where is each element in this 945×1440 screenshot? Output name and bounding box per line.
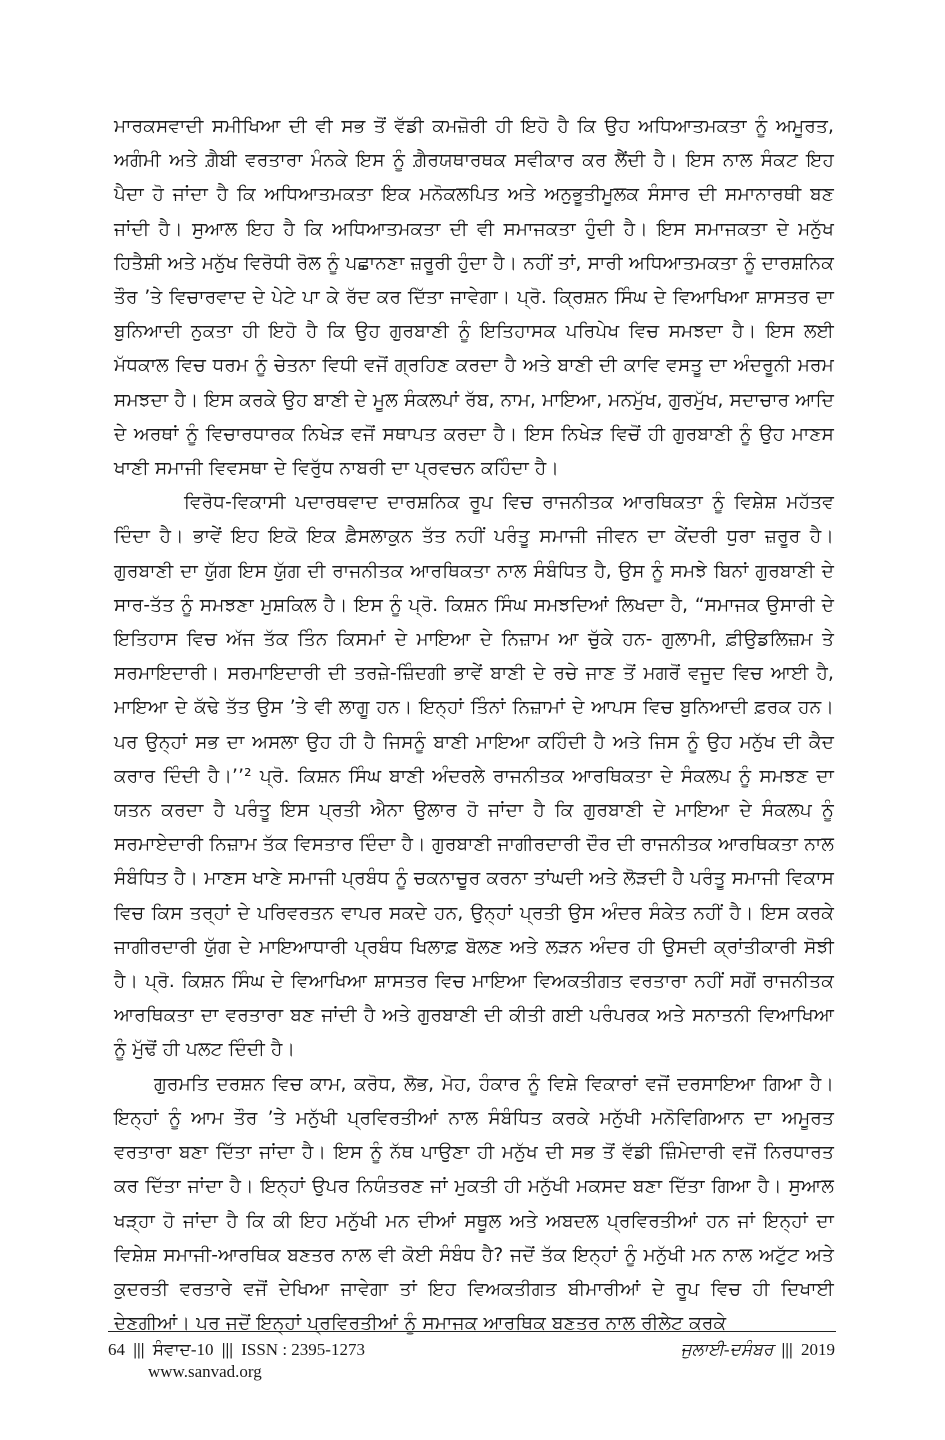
paragraph-3: ਗੁਰਮਤਿ ਦਰਸ਼ਨ ਵਿਚ ਕਾਮ, ਕਰੋਧ, ਲੋਭ, ਮੋਹ, ਹੰਕਾਰ ਨੂੰ ਵਿਸ਼ੇ ਵਿਕਾਰਾਂ ਵਜੋਂ ਦਰਸਾਇਆ ਗਿਆ ਹੈ। ਇਨ੍ਹਾਂ ਨੂੰ ਆਮ ਤੌਰ ’ਤੇ ਮਨੁੱਖੀ ਪ੍ਰਵਿਰਤੀਆਂ ਨਾਲ ਸੰਬੰਧਿਤ ਕਰਕੇ ਮਨੁੱਖੀ ਮਨੋਵਿਗਿਆਨ ਦਾ ਅਮੂਰਤ ਵਰਤਾਰਾ ਬਣਾ ਦਿੱਤਾ ਜਾਂਦਾ ਹੈ। ਇਸ ਨੂੰ ਨੱਥ ਪਾਉਣਾ ਹੀ ਮਨੁੱਖ ਦੀ ਸਭ ਤੋਂ ਵੱਡੀ ਜ਼ਿੰਮੇਦਾਰੀ ਵਜੋਂ ਨਿਰਧਾਰਤ ਕਰ ਦਿੱਤਾ ਜਾਂਦਾ ਹੈ। ਇਨ੍ਹਾਂ ਉਪਰ ਨਿਯੰਤਰਣ ਜਾਂ ਮੁਕਤੀ ਹੀ ਮਨੁੱਖੀ ਮਕਸਦ ਬਣਾ ਦਿੱਤਾ ਗਿਆ ਹੈ। ਸੁਆਲ ਖੜ੍ਹਾ ਹੋ ਜਾਂਦਾ ਹੈ ਕਿ ਕੀ ਇਹ ਮਨੁੱਖੀ ਮਨ ਦੀਆਂ ਸਥੂਲ ਅਤੇ ਅਬਦਲ ਪ੍ਰਵਿਰਤੀਆਂ ਹਨ ਜਾਂ ਇਨ੍ਹਾਂ ਦਾ ਵਿਸ਼ੇਸ਼ ਸਮਾਜੀ-ਆਰਥਿਕ ਬਣਤਰ ਨਾਲ ਵੀ ਕੋਈ ਸੰਬੰਧ ਹੈ? ਜਦੋਂ ਤੱਕ ਇਨ੍ਹਾਂ ਨੂੰ ਮਨੁੱਖੀ ਮਨ ਨਾਲ ਅਟੁੱਟ ਅਤੇ ਕੁਦਰਤੀ ਵਰਤਾਰੇ ਵਜੋਂ ਦੇਖਿਆ ਜਾਵੇਗਾ ਤਾਂ ਇਹ ਵਿਅਕਤੀਗਤ ਬੀਮਾਰੀਆਂ ਦੇ ਰੂਪ ਵਿਚ ਹੀ ਦਿਖਾਈ ਦੇਣਗੀਆਂ। ਪਰ ਜਦੋਂ ਇਨ੍ਹਾਂ ਪ੍ਰਵਿਰਤੀਆਂ ਨੂੰ ਸਮਾਜਕ ਆਰਥਿਕ ਬਣਤਰ ਨਾਲ ਰੀਲੇਟ ਕਰਕੇ bbox=[114, 1073, 834, 1335]
footer-left bbox=[108, 1340, 365, 1360]
footer-divider bbox=[108, 1331, 836, 1332]
page-number: 64 bbox=[108, 1340, 125, 1359]
footer-right bbox=[681, 1340, 835, 1360]
issue-year: 2019 bbox=[801, 1340, 835, 1359]
footer-separator: ||| bbox=[133, 1340, 145, 1359]
journal-name: ਸੰਵਾਦ-10 bbox=[152, 1340, 214, 1359]
paragraph-1: ਮਾਰਕਸਵਾਦੀ ਸਮੀਖਿਆ ਦੀ ਵੀ ਸਭ ਤੋਂ ਵੱਡੀ ਕਮਜ਼ੋਰੀ ਹੀ ਇਹੋ ਹੈ ਕਿ ਉਹ ਅਧਿਆਤਮਕਤਾ ਨੂੰ ਅਮੂਰਤ, ਅਗੰਮੀ ਅਤੇ ਗ਼ੈਬੀ ਵਰਤਾਰਾ ਮੰਨਕੇ ਇਸ ਨੂੰ ਗ਼ੈਰਯਥਾਰਥਕ ਸਵੀਕਾਰ ਕਰ ਲੈਂਦੀ ਹੈ। ਇਸ ਨਾਲ ਸੰਕਟ ਇਹ ਪੈਦਾ ਹੋ ਜਾਂਦਾ ਹੈ ਕਿ ਅਧਿਆਤਮਕਤਾ ਇਕ ਮਨੋਕਲਪਿਤ ਅਤੇ ਅਨੁਭੂਤੀਮੂਲਕ ਸੰਸਾਰ ਦੀ ਸਮਾਨਾਰਥੀ ਬਣ ਜਾਂਦੀ ਹੈ। ਸੁਆਲ ਇਹ ਹੈ ਕਿ ਅਧਿਆਤਮਕਤਾ ਦੀ ਵੀ ਸਮਾਜਕਤਾ ਹੁੰਦੀ ਹੈ। ਇਸ ਸਮਾਜਕਤਾ ਦੇ ਮਨੁੱਖ ਹਿਤੈਸ਼ੀ ਅਤੇ ਮਨੁੱਖ ਵਿਰੋਧੀ ਰੋਲ ਨੂੰ ਪਛਾਨਣਾ ਜ਼ਰੂਰੀ ਹੁੰਦਾ ਹੈ। ਨਹੀਂ ਤਾਂ, ਸਾਰੀ ਅਧਿਆਤਮਕਤਾ ਨੂੰ ਦਾਰਸ਼ਨਿਕ ਤੌਰ ’ਤੇ ਵਿਚਾਰਵਾਦ ਦੇ ਪੇਟੇ ਪਾ ਕੇ ਰੱਦ ਕਰ ਦਿੱਤਾ ਜਾਵੇਗਾ। ਪ੍ਰੋ. ਕ੍ਰਿਸ਼ਨ ਸਿੰਘ ਦੇ ਵਿਆਖਿਆ ਸ਼ਾਸਤਰ ਦਾ ਬੁਨਿਆਦੀ ਨੁਕਤਾ ਹੀ ਇਹੋ ਹੈ ਕਿ ਉਹ ਗੁਰਬਾਣੀ ਨੂੰ ਇਤਿਹਾਸਕ ਪਰਿਪੇਖ ਵਿਚ ਸਮਝਦਾ ਹੈ। ਇਸ ਲਈ ਮੱਧਕਾਲ ਵਿਚ ਧਰਮ ਨੂੰ ਚੇਤਨਾ ਵਿਧੀ ਵਜੋਂ ਗ੍ਰਹਿਣ ਕਰਦਾ ਹੈ ਅਤੇ ਬਾਣੀ ਦੀ ਕਾਵਿ ਵਸਤੂ ਦਾ ਅੰਦਰੂਨੀ ਮਰਮ ਸਮਝਦਾ ਹੈ। ਇਸ ਕਰਕੇ ਉਹ ਬਾਣੀ ਦੇ ਮੂਲ ਸੰਕਲਪਾਂ ਰੱਬ, ਨਾਮ, ਮਾਇਆ, ਮਨਮੁੱਖ, ਗੁਰਮੁੱਖ, ਸਦਾਚਾਰ ਆਦਿ ਦੇ ਅਰਥਾਂ ਨੂੰ ਵਿਚਾਰਧਾਰਕ ਨਿਖੇੜ ਵਜੋਂ ਸਥਾਪਤ ਕਰਦਾ ਹੈ। ਇਸ ਨਿਖੇੜ ਵਿਚੋਂ ਹੀ ਗੁਰਬਾਣੀ ਨੂੰ ਉਹ ਮਾਣਸ ਖਾਣੀ ਸਮਾਜੀ ਵਿਵਸਥਾ ਦੇ ਵਿਰੁੱਧ ਨਾਬਰੀ ਦਾ ਪ੍ਰਵਚਨ ਕਹਿੰਦਾ ਹੈ। bbox=[114, 116, 834, 480]
article-body bbox=[114, 110, 834, 1341]
website-link[interactable]: www.sanvad.org bbox=[148, 1362, 262, 1381]
issn: ISSN : 2395-1273 bbox=[241, 1340, 365, 1359]
paragraph-2: ਵਿਰੋਧ-ਵਿਕਾਸੀ ਪਦਾਰਥਵਾਦ ਦਾਰਸ਼ਨਿਕ ਰੂਪ ਵਿਚ ਰਾਜਨੀਤਕ ਆਰਥਿਕਤਾ ਨੂੰ ਵਿਸ਼ੇਸ਼ ਮਹੱਤਵ ਦਿੰਦਾ ਹੈ। ਭਾਵੇਂ ਇਹ ਇਕੋ ਇਕ ਫ਼ੈਸਲਾਕੁਨ ਤੱਤ ਨਹੀਂ ਪਰੰਤੂ ਸਮਾਜੀ ਜੀਵਨ ਦਾ ਕੇਂਦਰੀ ਧੁਰਾ ਜ਼ਰੂਰ ਹੈ। ਗੁਰਬਾਣੀ ਦਾ ਯੁੱਗ ਇਸ ਯੁੱਗ ਦੀ ਰਾਜਨੀਤਕ ਆਰਥਿਕਤਾ ਨਾਲ ਸੰਬੰਧਿਤ ਹੈ, ਉਸ ਨੂੰ ਸਮਝੇ ਬਿਨਾਂ ਗੁਰਬਾਣੀ ਦੇ ਸਾਰ-ਤੱਤ ਨੂੰ ਸਮਝਣਾ ਮੁਸ਼ਕਿਲ ਹੈ। ਇਸ ਨੂੰ ਪ੍ਰੋ. ਕਿਸ਼ਨ ਸਿੰਘ ਸਮਝਦਿਆਂ ਲਿਖਦਾ ਹੈ, “ਸਮਾਜਕ ਉਸਾਰੀ ਦੇ ਇਤਿਹਾਸ ਵਿਚ ਅੱਜ ਤੱਕ ਤਿੰਨ ਕਿਸਮਾਂ ਦੇ ਮਾਇਆ ਦੇ ਨਿਜ਼ਾਮ ਆ ਚੁੱਕੇ ਹਨ- ਗੁਲਾਮੀ, ਫ਼ੀਉਡਲਿਜ਼ਮ ਤੇ ਸਰਮਾਇਦਾਰੀ। ਸਰਮਾਇਦਾਰੀ ਦੀ ਤਰਜ਼ੇ-ਜ਼ਿੰਦਗੀ ਭਾਵੇਂ ਬਾਣੀ ਦੇ ਰਚੇ ਜਾਣ ਤੋਂ ਮਗਰੋਂ ਵਜੂਦ ਵਿਚ ਆਈ ਹੈ, ਮਾਇਆ ਦੇ ਕੱਢੇ ਤੱਤ ਉਸ ’ਤੇ ਵੀ ਲਾਗੂ ਹਨ। ਇਨ੍ਹਾਂ ਤਿੰਨਾਂ ਨਿਜ਼ਾਮਾਂ ਦੇ ਆਪਸ ਵਿਚ ਬੁਨਿਆਦੀ ਫ਼ਰਕ ਹਨ। ਪਰ ਉਨ੍ਹਾਂ ਸਭ ਦਾ ਅਸਲਾ ਉਹ ਹੀ ਹੈ ਜਿਸਨੂੰ ਬਾਣੀ ਮਾਇਆ ਕਹਿੰਦੀ ਹੈ ਅਤੇ ਜਿਸ ਨੂੰ ਉਹ ਮਨੁੱਖ ਦੀ ਕੈਦ ਕਰਾਰ ਦਿੰਦੀ ਹੈ।’’² ਪ੍ਰੋ. ਕਿਸ਼ਨ ਸਿੰਘ ਬਾਣੀ ਅੰਦਰਲੇ ਰਾਜਨੀਤਕ ਆਰਥਿਕਤਾ ਦੇ ਸੰਕਲਪ ਨੂੰ ਸਮਝਣ ਦਾ ਯਤਨ ਕਰਦਾ ਹੈ ਪਰੰਤੂ ਇਸ ਪ੍ਰਤੀ ਐਨਾ ਉਲਾਰ ਹੋ ਜਾਂਦਾ ਹੈ ਕਿ ਗੁਰਬਾਣੀ ਦੇ ਮਾਇਆ ਦੇ ਸੰਕਲਪ ਨੂੰ ਸਰਮਾਏਦਾਰੀ ਨਿਜ਼ਾਮ ਤੱਕ ਵਿਸਤਾਰ ਦਿੰਦਾ ਹੈ। ਗੁਰਬਾਣੀ ਜਾਗੀਰਦਾਰੀ ਦੌਰ ਦੀ ਰਾਜਨੀਤਕ ਆਰਥਿਕਤਾ ਨਾਲ ਸੰਬੰਧਿਤ ਹੈ। ਮਾਣਸ ਖਾਣੇ ਸਮਾਜੀ ਪ੍ਰਬੰਧ ਨੂੰ ਚਕਨਾਚੂਰ ਕਰਨਾ ਤਾਂਘਦੀ ਅਤੇ ਲੋੜਦੀ ਹੈ ਪਰੰਤੂ ਸਮਾਜੀ ਵਿਕਾਸ ਵਿਚ ਕਿਸ ਤਰ੍ਹਾਂ ਦੇ ਪਰਿਵਰਤਨ ਵਾਪਰ ਸਕਦੇ ਹਨ, ਉਨ੍ਹਾਂ ਪ੍ਰਤੀ ਉਸ ਅੰਦਰ ਸੰਕੇਤ ਨਹੀਂ ਹੈ। ਇਸ ਕਰਕੇ ਜਾਗੀਰਦਾਰੀ ਯੁੱਗ ਦੇ ਮਾਇਆਧਾਰੀ ਪ੍ਰਬੰਧ ਖਿਲਾਫ਼ ਬੋਲਣ ਅਤੇ ਲੜਨ ਅੰਦਰ ਹੀ ਉਸਦੀ ਕ੍ਰਾਂਤੀਕਾਰੀ ਸੋਝੀ ਹੈ। ਪ੍ਰੋ. ਕਿਸ਼ਨ ਸਿੰਘ ਦੇ ਵਿਆਖਿਆ ਸ਼ਾਸਤਰ ਵਿਚ ਮਾਇਆ ਵਿਅਕਤੀਗਤ ਵਰਤਾਰਾ ਨਹੀਂ ਸਗੋਂ ਰਾਜਨੀਤਕ ਆਰਥਿਕਤਾ ਦਾ ਵਰਤਾਰਾ ਬਣ ਜਾਂਦੀ ਹੈ ਅਤੇ ਗੁਰਬਾਣੀ ਦੀ ਕੀਤੀ ਗਈ ਪਰੰਪਰਕ ਅਤੇ ਸਨਾਤਨੀ ਵਿਆਖਿਆ ਨੂੰ ਮੁੱਢੋਂ ਹੀ ਪਲਟ ਦਿੰਦੀ ਹੈ। bbox=[114, 492, 834, 1061]
footer-separator: ||| bbox=[781, 1340, 793, 1359]
issue-period: ਜੁਲਾਈ-ਦਸੰਬਰ bbox=[680, 1340, 774, 1359]
footer-separator: ||| bbox=[221, 1340, 233, 1359]
